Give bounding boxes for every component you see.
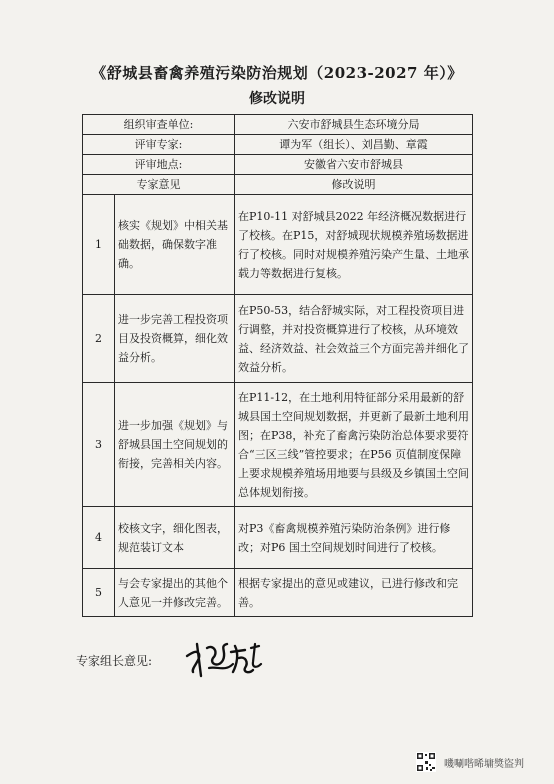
table-row [83,383,473,507]
scanner-watermark: 嘰唰喈晞墉獎盜判 [444,759,524,770]
header-row-location [83,155,473,175]
review-unit-value: 六安市舒城县生态环境分局 [235,115,473,135]
revision-note-cell: 在P11-12，在土地利用特征部分采用最新的舒城县国土空间规划数据，并更新了最新土地利用图；在P38，补充了畜禽污染防治总体要求要符合“三区三线”管控要求；在P56 页值制度保障上要求规模养殖场用地要与县级及乡镇国土空间总体规划衔接。 [235,383,473,507]
row-number: 1 [83,195,115,295]
experts-value: 谭为军（组长）、刘昌勤、章霞 [235,135,473,155]
table-row [83,295,473,383]
revision-note-header: 修改说明 [235,175,473,195]
expert-opinion-header: 专家意见 [83,175,235,195]
qr-code-icon [416,752,436,772]
handwritten-signature [183,638,269,680]
experts-label: 评审专家: [83,135,235,155]
expert-opinion-cell: 进一步完善工程投资项目及投资概算，细化效益分析。 [115,295,235,383]
review-unit-label: 组织审查单位: [83,115,235,135]
row-number: 3 [83,383,115,507]
expert-opinion-cell: 校核文字，细化图表，规范装订文本 [115,507,235,569]
location-value: 安徽省六安市舒城县 [235,155,473,175]
header-row-experts [83,135,473,155]
header-row-review-unit [83,115,473,135]
revision-table [82,114,473,617]
revision-note-cell: 在P10-11 对舒城县2022 年经济概况数据进行了校核。在P15，对舒城现状规模养殖场数据进行了校核。同时对规模养殖污染产生量、土地承载力等数据进行复核。 [235,195,473,295]
table-row [83,195,473,295]
expert-opinion-cell: 核实《规划》中相关基础数据，确保数字准确。 [115,195,235,295]
revision-note-cell: 根据专家提出的意见或建议，已进行修改和完善。 [235,569,473,617]
row-number: 4 [83,507,115,569]
row-number: 5 [83,569,115,617]
document-subtitle: 修改说明 [249,91,305,107]
expert-opinion-cell: 与会专家提出的其他个人意见一并修改完善。 [115,569,235,617]
table-row [83,569,473,617]
table-row [83,507,473,569]
revision-note-cell: 对P3《畜禽规模养殖污染防治条例》进行修改；对P6 国土空间规划时间进行了校核。 [235,507,473,569]
signature-label: 专家组长意见: [76,654,153,668]
expert-opinion-cell: 进一步加强《规划》与舒城县国土空间规划的衔接，完善相关内容。 [115,383,235,507]
column-header-row [83,175,473,195]
document-title: 《舒城县畜禽养殖污染防治规划（2023-2027 年）》 [91,64,463,82]
location-label: 评审地点: [83,155,235,175]
row-number: 2 [83,295,115,383]
revision-note-cell: 在P50-53，结合舒城实际，对工程投资项目进行调整，并对投资概算进行了校核，从环境效益、经济效益、社会效益三个方面完善并细化了效益分析。 [235,295,473,383]
